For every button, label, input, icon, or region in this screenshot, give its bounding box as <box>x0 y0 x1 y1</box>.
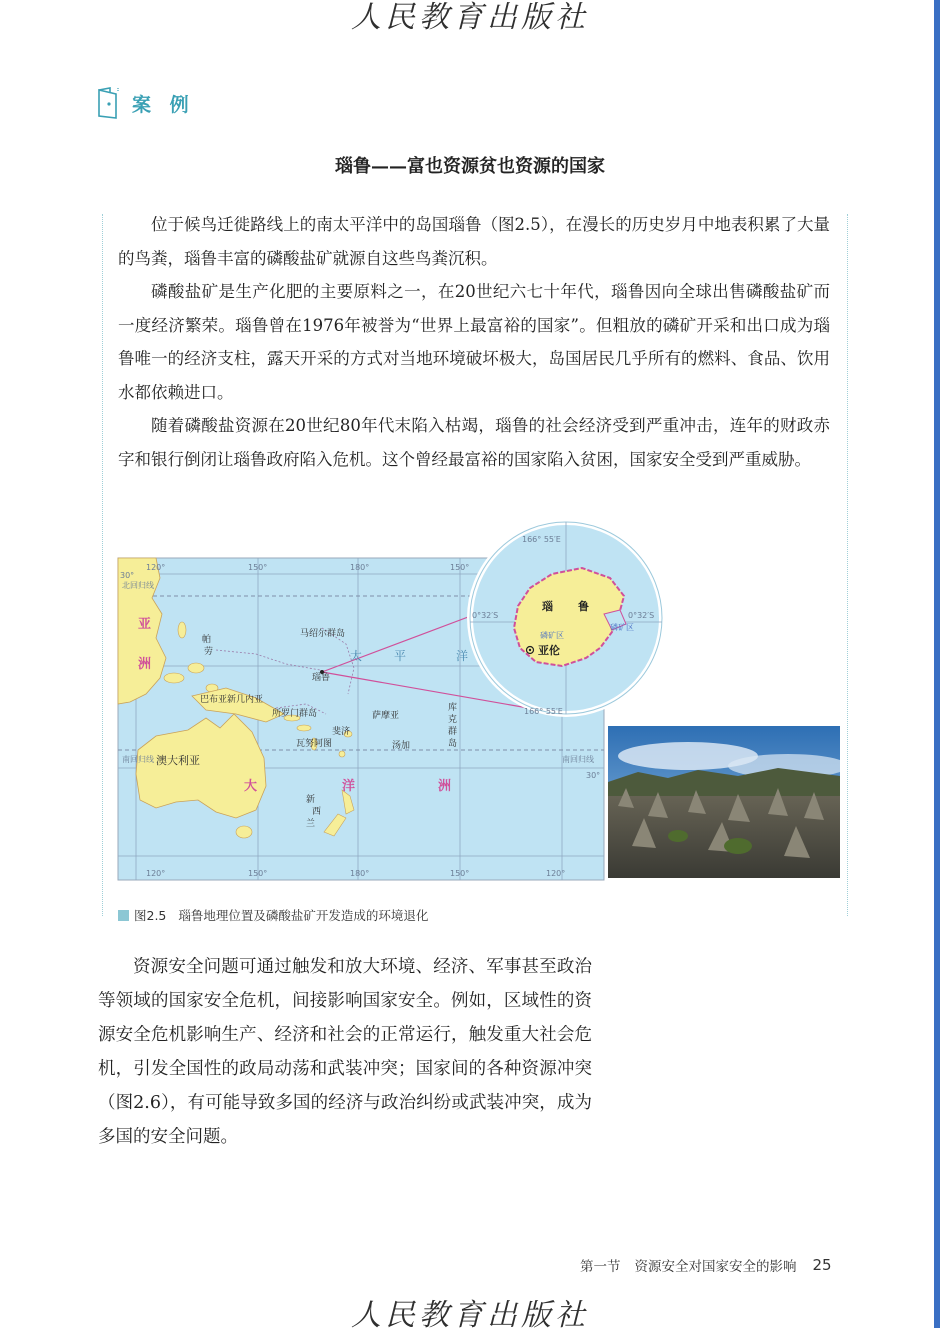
map-label-tropic-s: 南回归线 <box>122 755 154 764</box>
map-lon-120-bottom: 120° <box>146 869 166 878</box>
map-label-vanuatu: 瓦努阿图 <box>296 739 333 749</box>
case-paragraph-2: 磷酸盐矿是生产化肥的主要原料之一，在20世纪六七十年代，瑙鲁因向全球出售磷酸盐矿而一度经济繁荣。瑙鲁曾在1976年被誉为“世界上最富裕的国家”。但粗放的磷矿开采和出口成为瑙鲁唯一的经济支柱，露天开采的方式对当地环境破坏极大，岛国居民几乎所有的燃料、食品、饮用水都依赖进口。 <box>118 282 830 402</box>
map-label-oceania-2: 洋 <box>342 779 356 794</box>
map-label-australia: 澳大利亚 <box>156 754 200 767</box>
map-lon-180: 180° <box>350 563 370 572</box>
map-label-tonga: 汤加 <box>392 741 411 751</box>
page-number: 25 <box>812 1256 832 1274</box>
map-label-palau-1: 帕 <box>202 635 212 645</box>
map-label-samoa: 萨摩亚 <box>372 711 400 721</box>
map-label-cook-4: 岛 <box>448 739 458 749</box>
map-lon-120: 120° <box>146 563 166 572</box>
map-label-palau-2: 劳 <box>204 647 214 657</box>
map-label-mine-area: 磷矿区 <box>540 631 564 640</box>
map-label-png: 巴布亚新几内亚 <box>200 695 264 705</box>
map-label-oceania-1: 大 <box>244 779 258 794</box>
body-paragraph: 资源安全问题可通过触发和放大环境、经济、军事甚至政治等领域的国家安全危机，间接影响国家安全。例如，区域性的资源安全危机影响生产、经济和社会的正常运行，触发重大社会危机，引发全国性的政局动荡和武装冲突；国家间的各种资源冲突（图2.6），有可能导致多国的经济与政治纠纷或武装冲突，成为多国的安全问题。 <box>98 957 592 1147</box>
map-label-nz-2: 西 <box>312 807 322 817</box>
map-lon-120w-bottom: 120° <box>546 869 566 878</box>
map-lat-30s: 30° <box>586 771 601 780</box>
publisher-logo-bottom: 人民教育出版社 <box>351 1298 589 1333</box>
case-header <box>96 86 195 120</box>
map-label-nz-3: 兰 <box>306 819 316 829</box>
map-lon-180-bottom: 180° <box>350 869 370 878</box>
case-title: 瑙鲁——富也资源贫也资源的国家 <box>335 156 605 177</box>
figure-caption <box>118 906 428 924</box>
map-lon-inset-top: 166° 55′E <box>522 535 561 544</box>
map-lon-150: 150° <box>248 563 268 572</box>
map-label-cook-3: 群 <box>448 727 458 737</box>
map-label-nz-1: 新 <box>306 795 316 805</box>
case-label: 案 例 <box>132 93 195 116</box>
map-label-yaren: 亚伦 <box>538 644 560 657</box>
footer-section: 第一节 <box>580 1259 621 1275</box>
figure-number: 图2.5 <box>134 908 167 923</box>
figure-caption-text: 瑙鲁地理位置及磷酸盐矿开发造成的环境退化 <box>178 908 429 923</box>
page-footer <box>580 1255 832 1275</box>
map-lat-inset-left: 0°32′S <box>472 611 499 620</box>
case-paragraph-3: 随着磷酸盐资源在20世纪80年代末陷入枯竭，瑙鲁的社会经济受到严重冲击，连年的财政赤字和银行倒闭让瑙鲁政府陷入危机。这个曾经最富裕的国家陷入贫困，国家安全受到严重威胁。 <box>118 416 830 469</box>
case-paragraph-1: 位于候鸟迁徙路线上的南太平洋中的岛国瑙鲁（图2.5），在漫长的历史岁月中地表积累了大量的鸟粪，瑙鲁丰富的磷酸盐矿就源自这些鸟粪沉积。 <box>118 215 830 268</box>
mined-landscape-photo <box>608 726 840 878</box>
map-label-pacific-1: 太 <box>350 649 363 663</box>
map-label-marshall: 马绍尔群岛 <box>300 629 346 639</box>
map-label-nauru: 瑙鲁 <box>312 673 331 683</box>
map-lon-150w-bottom: 150° <box>450 869 470 878</box>
footer-title: 资源安全对国家安全的影响 <box>634 1259 797 1275</box>
map-lat-inset-right: 0°32′S <box>628 611 655 620</box>
map-label-mine-area-2: 磷矿区 <box>610 623 634 632</box>
map-label-fiji: 斐济 <box>332 727 351 737</box>
map-label-tropic-n: 北回归线 <box>122 581 154 590</box>
body-text <box>98 950 592 1154</box>
map-label-nauru-big-2: 鲁 <box>578 600 589 613</box>
map-label-oceania-3: 洲 <box>438 779 452 794</box>
map-lon-150-bottom: 150° <box>248 869 268 878</box>
map-label-cook-2: 克 <box>448 715 458 725</box>
map-label-asia-2: 洲 <box>138 657 152 672</box>
book-icon <box>96 86 122 120</box>
page-edge-bar <box>934 0 940 1328</box>
map-label-asia-1: 亚 <box>138 617 152 632</box>
map-label-solomon: 所罗门群岛 <box>272 709 318 719</box>
publisher-logo-top: 人民教育出版社 <box>351 0 589 35</box>
caption-marker <box>118 910 129 921</box>
case-text <box>118 208 830 476</box>
map-label-cook-1: 库 <box>448 703 458 713</box>
map-label-nauru-big-1: 瑙 <box>542 600 553 613</box>
map-lon-inset-bottom: 166° 55′E <box>524 707 563 716</box>
nauru-location-map <box>116 518 668 884</box>
map-label-pacific-2: 平 <box>394 649 407 663</box>
map-lon-150w: 150° <box>450 563 470 572</box>
map-label-pacific-3: 洋 <box>456 649 469 663</box>
map-lat-30: 30° <box>120 571 135 580</box>
map-label-tropic-s-right: 南回归线 <box>562 755 594 764</box>
